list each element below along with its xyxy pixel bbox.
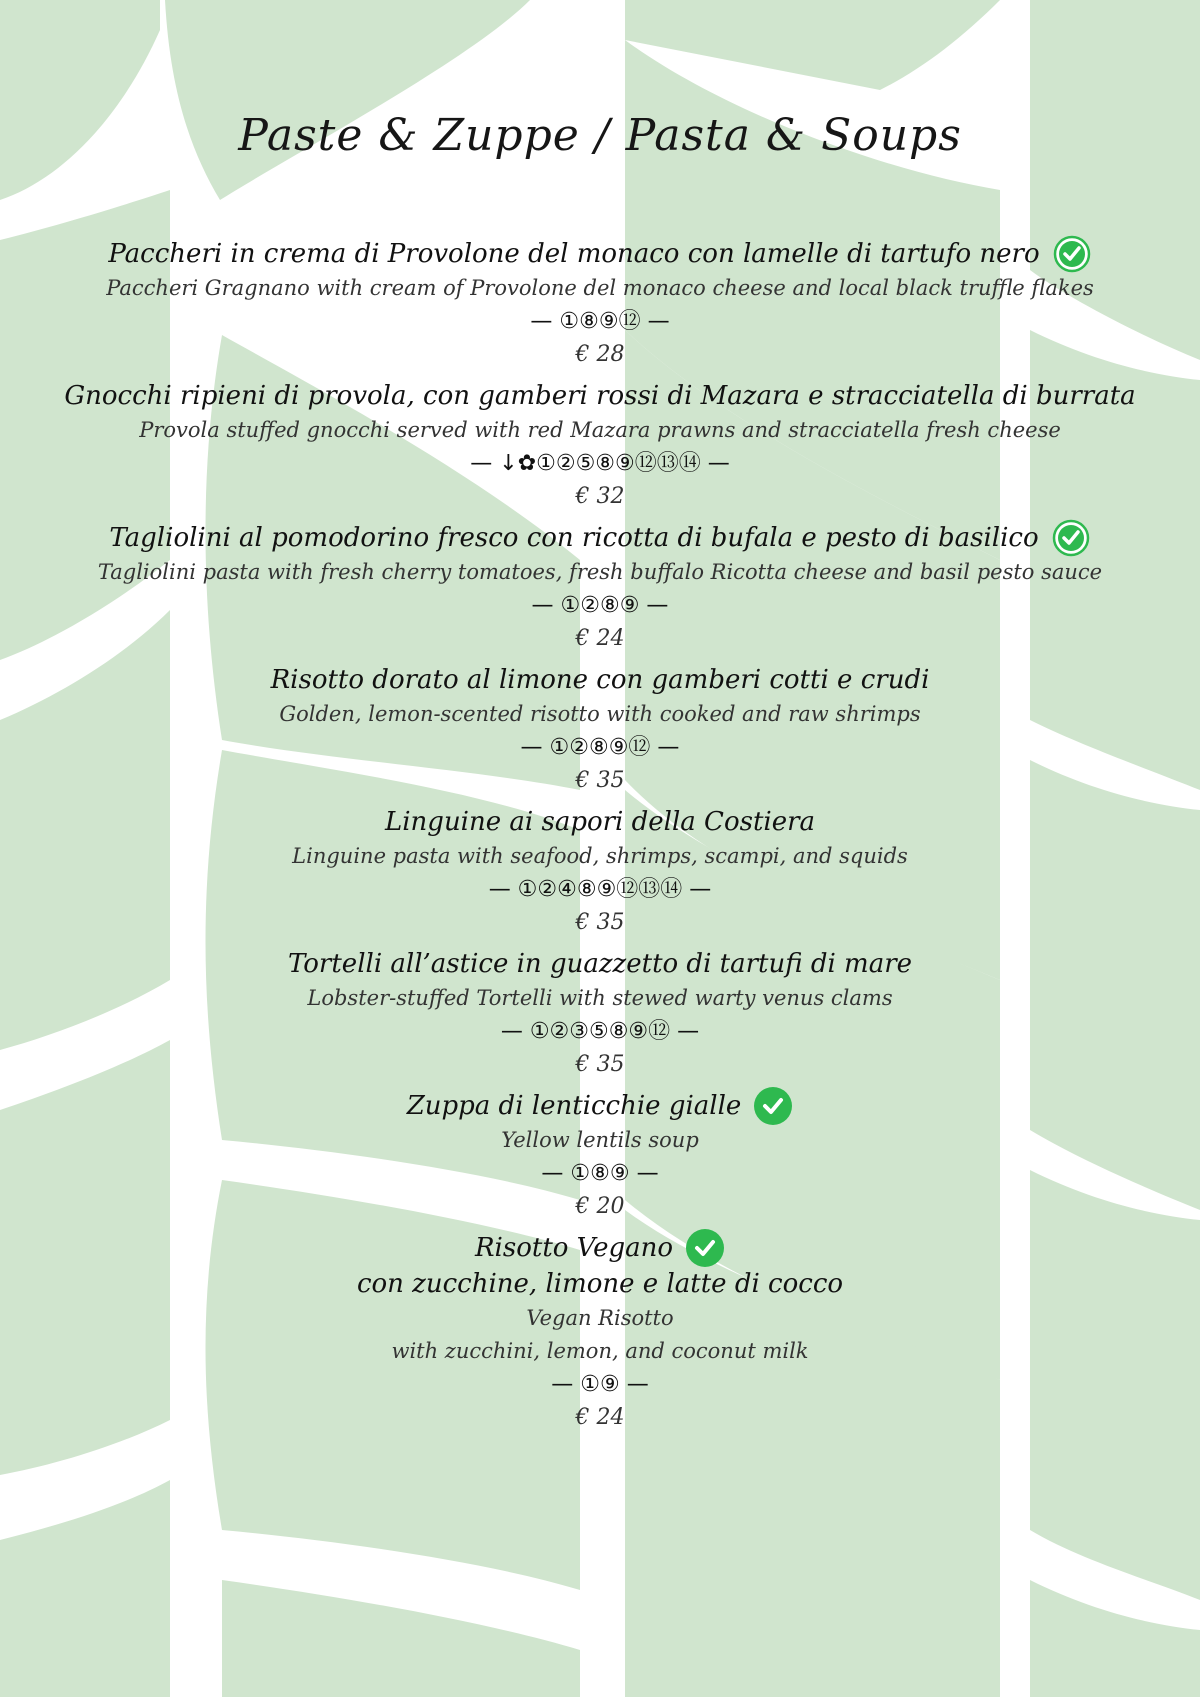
dish-name-text: Tagliolini al pomodorino fresco con ricotta di bufala e pesto di basilico <box>109 523 1039 553</box>
dish-description: Lobster-stuffed Tortelli with stewed warty venus clams <box>307 986 893 1010</box>
dish-tortelli <box>0 946 1200 1081</box>
dish-description: Golden, lemon-scented risotto with cooked and raw shrimps <box>279 702 921 726</box>
dish-price: € 28 <box>575 342 625 367</box>
dish-name-text: Risotto Vegano <box>474 1233 674 1263</box>
dish-name-text: Linguine ai sapori della Costiera <box>384 807 816 837</box>
dish-price: € 35 <box>575 768 625 793</box>
dish-name-text: Gnocchi ripieni di provola, con gamberi rossi di Mazara e stracciatella di burrata <box>64 381 1136 411</box>
page-title: Paste & Zuppe / Pasta & Soups <box>238 110 962 161</box>
dish-price: € 20 <box>575 1194 625 1219</box>
dish-name-text: Paccheri in crema di Provolone del monaco con lamelle di tartufo nero <box>108 239 1040 269</box>
dish-name <box>288 946 912 982</box>
dish-description: Provola stuffed gnocchi served with red Mazara prawns and stracciatella fresh cheese <box>139 418 1061 442</box>
dish-name <box>385 804 815 840</box>
dish-name-text: Zuppa di lenticchie gialle <box>406 1091 742 1121</box>
dish-zuppa-lenticchie <box>0 1088 1200 1223</box>
dish-allergens: — ①②④⑧⑨⑫⑬⑭ — <box>488 877 712 902</box>
check-circle-icon <box>1052 234 1092 274</box>
dish-allergens: — ①②⑧⑨ — <box>531 593 669 618</box>
dish-name <box>271 662 930 698</box>
dish-price: € 24 <box>575 626 625 651</box>
dish-paccheri <box>0 236 1200 371</box>
dish-allergens: — ①⑨ — <box>551 1372 649 1397</box>
dish-allergens: — ①⑧⑨ — <box>541 1161 659 1186</box>
dish-description: Tagliolini pasta with fresh cherry tomatoes, fresh buffalo Ricotta cheese and basil pesto sauce <box>97 560 1103 584</box>
dish-price: € 32 <box>575 484 625 509</box>
dish-gnocchi <box>0 378 1200 513</box>
dish-description: Yellow lentils soup <box>501 1128 699 1152</box>
dish-name-text: Risotto dorato al limone con gamberi cotti e crudi <box>270 665 930 695</box>
dish-allergens: — ↓✿①②⑤⑧⑨⑫⑬⑭ — <box>470 451 730 476</box>
dish-tagliolini <box>0 520 1200 655</box>
dish-price: € 35 <box>575 1052 625 1077</box>
dish-price: € 24 <box>575 1405 625 1430</box>
dish-description: Paccheri Gragnano with cream of Provolone del monaco cheese and local black truffle flakes <box>106 276 1094 300</box>
dish-name <box>108 236 1091 272</box>
dish-allergens: — ①②⑧⑨⑫ — <box>520 735 680 760</box>
dish-risotto-limone <box>0 662 1200 797</box>
dish-description: Vegan Risotto <box>526 1306 674 1330</box>
dish-allergens: — ①②③⑤⑧⑨⑫ — <box>500 1019 700 1044</box>
check-circle-icon <box>753 1086 793 1126</box>
dish-price: € 35 <box>575 910 625 935</box>
dish-risotto-vegano <box>0 1230 1200 1434</box>
dish-name <box>407 1088 794 1124</box>
dish-name <box>475 1230 725 1266</box>
dish-allergens: — ①⑧⑨⑫ — <box>530 309 670 334</box>
dish-linguine <box>0 804 1200 939</box>
dish-name <box>109 520 1090 556</box>
dish-description: Linguine pasta with seafood, shrimps, scampi, and squids <box>292 844 908 868</box>
dish-name <box>64 378 1135 414</box>
dish-name-line2: con zucchine, limone e latte di cocco <box>356 1269 844 1299</box>
dish-description-line2: with zucchini, lemon, and coconut milk <box>391 1339 809 1363</box>
dish-name-text: Tortelli all’astice in guazzetto di tartufi di mare <box>287 949 913 979</box>
check-circle-icon <box>685 1228 725 1268</box>
check-circle-icon <box>1051 518 1091 558</box>
